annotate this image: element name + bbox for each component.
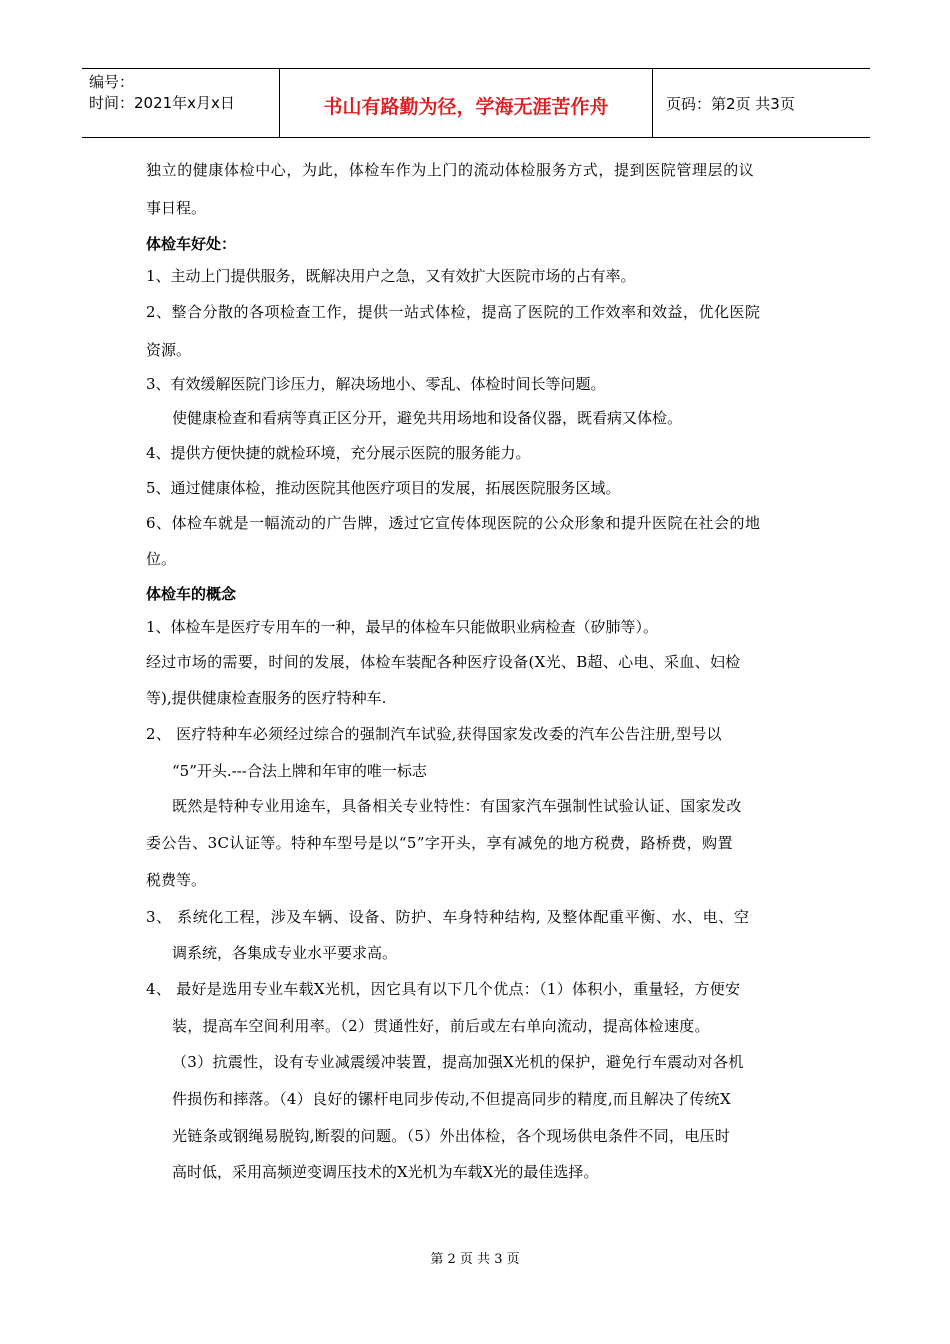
- text-line: 6、体检车就是一幅流动的广告牌，透过它宣传体现医院的公众形象和提升医院在社会的地: [146, 514, 761, 532]
- text-line: “5”开头.---合法上牌和年审的唯一标志: [172, 762, 427, 780]
- text-line: 使健康检查和看病等真正区分开，避免共用场地和设备仪器，既看病又体检。: [172, 409, 683, 427]
- text-line: 3、有效缓解医院门诊压力，解决场地小、零乱、体检时间长等问题。: [146, 375, 606, 393]
- text-line: 调系统，各集成专业水平要求高。: [172, 944, 398, 962]
- text-line: 税费等。: [146, 871, 207, 889]
- text-line: 位。: [146, 550, 177, 568]
- text-line: 事日程。: [146, 199, 207, 217]
- page-info: 页码：第2页 共3页: [666, 94, 795, 113]
- page-footer: 第 2 页 共 3 页: [430, 1252, 520, 1267]
- text-line: 3、 系统化工程，涉及车辆、设备、防护、车身特种结构, 及整体配重平衡、水、电、空: [146, 908, 750, 926]
- motto: 书山有路勤为径，学海无涯苦作舟: [280, 69, 653, 137]
- text-line: （3）抗震性，设有专业减震缓冲装置，提高加强X光机的保护，避免行车震动对各机: [172, 1053, 744, 1071]
- text-line: 2、整合分散的各项检查工作，提供一站式体检，提高了医院的工作效率和效益，优化医院: [146, 303, 761, 321]
- section-heading: 体检车好处：: [146, 235, 237, 253]
- number-label: 编号：: [89, 73, 135, 91]
- text-line: 1、主动上门提供服务，既解决用户之急，又有效扩大医院市场的占有率。: [146, 267, 636, 285]
- text-line: 经过市场的需要，时间的发展，体检车装配各种医疗设备(X光、B超、心电、采血、妇检: [146, 653, 741, 671]
- section-heading: 体检车的概念: [146, 585, 237, 603]
- text-line: 4、提供方便快捷的就检环境，充分展示医院的服务能力。: [146, 444, 531, 462]
- text-line: 委公告、3C认证等。特种车型号是以“5”字开头，享有减免的地方税费，路桥费，购置: [146, 834, 733, 852]
- text-line: 1、体检车是医疗专用车的一种，最早的体检车只能做职业病检查（矽肺等）。: [146, 618, 659, 636]
- header-table: [82, 68, 870, 138]
- text-line: 等),提供健康检查服务的医疗特种车.: [146, 689, 387, 707]
- text-line: 4、 最好是选用专业车载X光机，因它具有以下几个优点：（1）体积小，重量轻，方便安: [146, 980, 741, 998]
- text-line: 光链条或钢绳易脱钩,断裂的问题。（5）外出体检，各个现场供电条件不同，电压时: [172, 1127, 731, 1145]
- text-line: 装，提高车空间利用率。（2）贯通性好，前后或左右单向流动，提高体检速度。: [172, 1017, 710, 1035]
- text-line: 独立的健康体检中心，为此，体检车作为上门的流动体检服务方式，提到医院管理层的议: [146, 161, 755, 179]
- time-label: 时间：2021年x月x日: [89, 94, 235, 112]
- header-meta: [82, 69, 280, 137]
- text-line: 件损伤和摔落。（4）良好的镙杆电同步传动,不但提高同步的精度,而且解决了传统X: [172, 1090, 731, 1108]
- text-line: 高时低，采用高频逆变调压技术的X光机为车载X光的最佳选择。: [172, 1163, 599, 1181]
- text-line: 5、通过健康体检，推动医院其他医疗项目的发展，拓展医院服务区域。: [146, 479, 621, 497]
- text-line: 资源。: [146, 341, 192, 359]
- text-line: 2、 医疗特种车必须经过综合的强制汽车试验,获得国家发改委的汽车公告注册,型号以: [146, 725, 722, 743]
- text-line: 既然是特种专业用途车，具备相关专业特性：有国家汽车强制性试验认证、国家发改: [172, 797, 742, 815]
